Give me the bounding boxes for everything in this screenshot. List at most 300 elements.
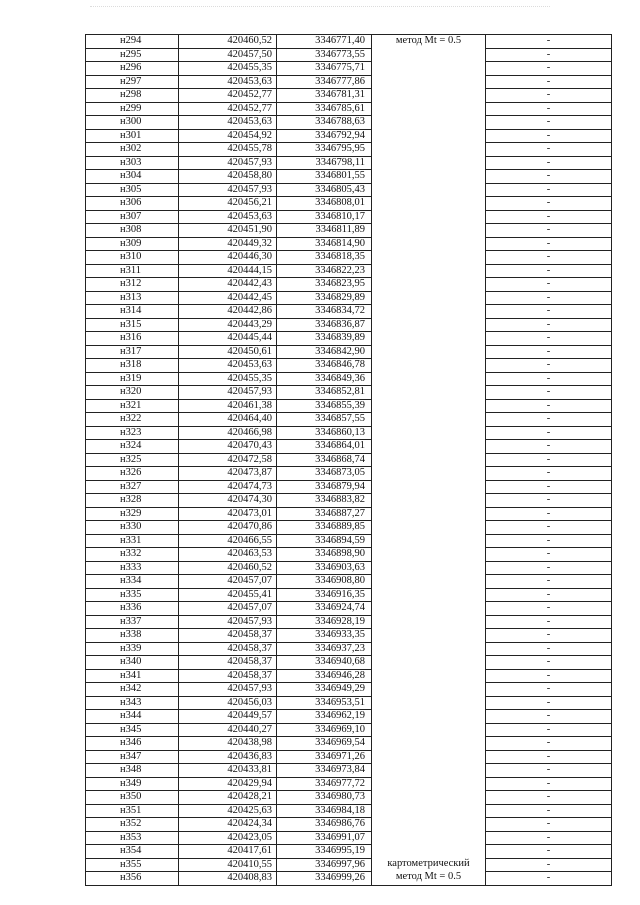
y-coordinate-cell: 3346908,80 [277, 575, 372, 589]
y-coordinate-cell: 3346953,51 [277, 696, 372, 710]
accuracy-cell: - [486, 35, 612, 49]
x-coordinate-cell: 420442,43 [179, 278, 277, 292]
table-row [86, 845, 612, 859]
x-coordinate-cell: 420463,53 [179, 548, 277, 562]
accuracy-cell: - [486, 602, 612, 616]
y-coordinate-cell: 3346868,74 [277, 453, 372, 467]
accuracy-cell: - [486, 858, 612, 872]
x-coordinate-cell: 420417,61 [179, 845, 277, 859]
table-row [86, 588, 612, 602]
x-coordinate-cell: 420460,52 [179, 35, 277, 49]
table-row [86, 521, 612, 535]
table-row [86, 696, 612, 710]
y-coordinate-cell: 3346777,86 [277, 75, 372, 89]
table-row [86, 116, 612, 130]
y-coordinate-cell: 3346980,73 [277, 791, 372, 805]
x-coordinate-cell: 420470,86 [179, 521, 277, 535]
table-row [86, 318, 612, 332]
y-coordinate-cell: 3346822,23 [277, 264, 372, 278]
accuracy-cell: - [486, 89, 612, 103]
table-row [86, 791, 612, 805]
x-coordinate-cell: 420451,90 [179, 224, 277, 238]
point-id-cell: н308 [86, 224, 179, 238]
y-coordinate-cell: 3346977,72 [277, 777, 372, 791]
table-row [86, 359, 612, 373]
point-id-cell: н309 [86, 237, 179, 251]
y-coordinate-cell: 3346805,43 [277, 183, 372, 197]
accuracy-cell: - [486, 278, 612, 292]
accuracy-cell: - [486, 372, 612, 386]
accuracy-cell: - [486, 710, 612, 724]
y-coordinate-cell: 3346849,36 [277, 372, 372, 386]
table-row [86, 440, 612, 454]
table-row [86, 507, 612, 521]
point-id-cell: н327 [86, 480, 179, 494]
y-coordinate-cell: 3346924,74 [277, 602, 372, 616]
point-id-cell: н353 [86, 831, 179, 845]
method-bottom-line2: метод Mt = 0.5 [395, 870, 462, 882]
x-coordinate-cell: 420458,37 [179, 629, 277, 643]
x-coordinate-cell: 420450,61 [179, 345, 277, 359]
accuracy-cell: - [486, 237, 612, 251]
accuracy-cell: - [486, 426, 612, 440]
accuracy-cell: - [486, 399, 612, 413]
x-coordinate-cell: 420410,55 [179, 858, 277, 872]
y-coordinate-cell: 3346889,85 [277, 521, 372, 535]
table-row [86, 426, 612, 440]
accuracy-cell: - [486, 75, 612, 89]
table-row [86, 737, 612, 751]
table-row [86, 183, 612, 197]
point-id-cell: н318 [86, 359, 179, 373]
accuracy-cell: - [486, 264, 612, 278]
x-coordinate-cell: 420460,52 [179, 561, 277, 575]
y-coordinate-cell: 3346883,82 [277, 494, 372, 508]
table-row [86, 143, 612, 157]
table-row [86, 561, 612, 575]
table-row [86, 345, 612, 359]
accuracy-cell: - [486, 143, 612, 157]
point-id-cell: н344 [86, 710, 179, 724]
accuracy-cell: - [486, 345, 612, 359]
point-id-cell: н326 [86, 467, 179, 481]
point-id-cell: н310 [86, 251, 179, 265]
table-row [86, 629, 612, 643]
accuracy-cell: - [486, 629, 612, 643]
x-coordinate-cell: 420425,63 [179, 804, 277, 818]
x-coordinate-cell: 420445,44 [179, 332, 277, 346]
point-id-cell: н300 [86, 116, 179, 130]
accuracy-cell: - [486, 102, 612, 116]
x-coordinate-cell: 420440,27 [179, 723, 277, 737]
x-coordinate-cell: 420428,21 [179, 791, 277, 805]
accuracy-cell: - [486, 588, 612, 602]
table-row [86, 372, 612, 386]
point-id-cell: н338 [86, 629, 179, 643]
table-row [86, 237, 612, 251]
table-row [86, 764, 612, 778]
y-coordinate-cell: 3346834,72 [277, 305, 372, 319]
table-row [86, 534, 612, 548]
y-coordinate-cell: 3346940,68 [277, 656, 372, 670]
point-id-cell: н307 [86, 210, 179, 224]
method-cell-bottom [372, 845, 486, 886]
accuracy-cell: - [486, 548, 612, 562]
table-row [86, 642, 612, 656]
accuracy-cell: - [486, 872, 612, 886]
accuracy-cell: - [486, 642, 612, 656]
x-coordinate-cell: 420458,37 [179, 669, 277, 683]
accuracy-cell: - [486, 156, 612, 170]
point-id-cell: н350 [86, 791, 179, 805]
table-row [86, 264, 612, 278]
y-coordinate-cell: 3346928,19 [277, 615, 372, 629]
accuracy-cell: - [486, 62, 612, 76]
accuracy-cell: - [486, 831, 612, 845]
accuracy-cell: - [486, 696, 612, 710]
point-id-cell: н329 [86, 507, 179, 521]
accuracy-cell: - [486, 224, 612, 238]
y-coordinate-cell: 3346798,11 [277, 156, 372, 170]
x-coordinate-cell: 420458,80 [179, 170, 277, 184]
accuracy-cell: - [486, 845, 612, 859]
y-coordinate-cell: 3346946,28 [277, 669, 372, 683]
x-coordinate-cell: 420473,87 [179, 467, 277, 481]
x-coordinate-cell: 420408,83 [179, 872, 277, 886]
point-id-cell: н311 [86, 264, 179, 278]
accuracy-cell: - [486, 318, 612, 332]
table-row [86, 602, 612, 616]
table-row [86, 777, 612, 791]
y-coordinate-cell: 3346860,13 [277, 426, 372, 440]
point-id-cell: н337 [86, 615, 179, 629]
x-coordinate-cell: 420456,03 [179, 696, 277, 710]
x-coordinate-cell: 420453,63 [179, 210, 277, 224]
table-row [86, 35, 612, 49]
x-coordinate-cell: 420456,21 [179, 197, 277, 211]
x-coordinate-cell: 420453,63 [179, 359, 277, 373]
x-coordinate-cell: 420423,05 [179, 831, 277, 845]
y-coordinate-cell: 3346810,17 [277, 210, 372, 224]
y-coordinate-cell: 3346999,26 [277, 872, 372, 886]
table-row [86, 615, 612, 629]
x-coordinate-cell: 420453,63 [179, 116, 277, 130]
table-row [86, 467, 612, 481]
y-coordinate-cell: 3346969,54 [277, 737, 372, 751]
table-row [86, 575, 612, 589]
point-id-cell: н325 [86, 453, 179, 467]
accuracy-cell: - [486, 656, 612, 670]
point-id-cell: н316 [86, 332, 179, 346]
accuracy-cell: - [486, 615, 612, 629]
point-id-cell: н312 [86, 278, 179, 292]
accuracy-cell: - [486, 777, 612, 791]
y-coordinate-cell: 3346781,31 [277, 89, 372, 103]
point-id-cell: н313 [86, 291, 179, 305]
y-coordinate-cell: 3346933,35 [277, 629, 372, 643]
y-coordinate-cell: 3346898,90 [277, 548, 372, 562]
x-coordinate-cell: 420455,41 [179, 588, 277, 602]
accuracy-cell: - [486, 669, 612, 683]
y-coordinate-cell: 3346836,87 [277, 318, 372, 332]
accuracy-cell: - [486, 507, 612, 521]
x-coordinate-cell: 420457,93 [179, 183, 277, 197]
x-coordinate-cell: 420449,32 [179, 237, 277, 251]
point-id-cell: н324 [86, 440, 179, 454]
table-row [86, 62, 612, 76]
table-row [86, 399, 612, 413]
y-coordinate-cell: 3346801,55 [277, 170, 372, 184]
y-coordinate-cell: 3346894,59 [277, 534, 372, 548]
y-coordinate-cell: 3346997,96 [277, 858, 372, 872]
table-row [86, 332, 612, 346]
table-row [86, 291, 612, 305]
accuracy-cell: - [486, 251, 612, 265]
point-id-cell: н296 [86, 62, 179, 76]
accuracy-cell: - [486, 804, 612, 818]
x-coordinate-cell: 420455,78 [179, 143, 277, 157]
x-coordinate-cell: 420452,77 [179, 102, 277, 116]
point-id-cell: н348 [86, 764, 179, 778]
accuracy-cell: - [486, 305, 612, 319]
y-coordinate-cell: 3346962,19 [277, 710, 372, 724]
point-id-cell: н305 [86, 183, 179, 197]
accuracy-cell: - [486, 764, 612, 778]
x-coordinate-cell: 420457,93 [179, 683, 277, 697]
x-coordinate-cell: 420464,40 [179, 413, 277, 427]
point-id-cell: н322 [86, 413, 179, 427]
point-id-cell: н297 [86, 75, 179, 89]
table-row [86, 170, 612, 184]
x-coordinate-cell: 420458,37 [179, 656, 277, 670]
point-id-cell: н306 [86, 197, 179, 211]
table-row [86, 102, 612, 116]
point-id-cell: н304 [86, 170, 179, 184]
x-coordinate-cell: 420457,93 [179, 615, 277, 629]
y-coordinate-cell: 3346973,84 [277, 764, 372, 778]
point-id-cell: н319 [86, 372, 179, 386]
point-id-cell: н328 [86, 494, 179, 508]
x-coordinate-cell: 420443,29 [179, 318, 277, 332]
point-id-cell: н356 [86, 872, 179, 886]
x-coordinate-cell: 420461,38 [179, 399, 277, 413]
y-coordinate-cell: 3346873,05 [277, 467, 372, 481]
y-coordinate-cell: 3346991,07 [277, 831, 372, 845]
accuracy-cell: - [486, 440, 612, 454]
point-id-cell: н317 [86, 345, 179, 359]
accuracy-cell: - [486, 197, 612, 211]
y-coordinate-cell: 3346842,90 [277, 345, 372, 359]
accuracy-cell: - [486, 561, 612, 575]
y-coordinate-cell: 3346971,26 [277, 750, 372, 764]
x-coordinate-cell: 420442,45 [179, 291, 277, 305]
y-coordinate-cell: 3346984,18 [277, 804, 372, 818]
y-coordinate-cell: 3346773,55 [277, 48, 372, 62]
y-coordinate-cell: 3346829,89 [277, 291, 372, 305]
point-id-cell: н294 [86, 35, 179, 49]
x-coordinate-cell: 420457,07 [179, 575, 277, 589]
y-coordinate-cell: 3346879,94 [277, 480, 372, 494]
point-id-cell: н330 [86, 521, 179, 535]
x-coordinate-cell: 420454,92 [179, 129, 277, 143]
accuracy-cell: - [486, 210, 612, 224]
point-id-cell: н298 [86, 89, 179, 103]
accuracy-cell: - [486, 575, 612, 589]
point-id-cell: н355 [86, 858, 179, 872]
point-id-cell: н334 [86, 575, 179, 589]
x-coordinate-cell: 420474,30 [179, 494, 277, 508]
y-coordinate-cell: 3346986,76 [277, 818, 372, 832]
point-id-cell: н351 [86, 804, 179, 818]
x-coordinate-cell: 420444,15 [179, 264, 277, 278]
point-id-cell: н321 [86, 399, 179, 413]
point-id-cell: н302 [86, 143, 179, 157]
x-coordinate-cell: 420455,35 [179, 62, 277, 76]
accuracy-cell: - [486, 480, 612, 494]
point-id-cell: н349 [86, 777, 179, 791]
y-coordinate-cell: 3346995,19 [277, 845, 372, 859]
accuracy-cell: - [486, 453, 612, 467]
table-row [86, 156, 612, 170]
table-row [86, 48, 612, 62]
table-row [86, 494, 612, 508]
point-id-cell: н352 [86, 818, 179, 832]
y-coordinate-cell: 3346839,89 [277, 332, 372, 346]
y-coordinate-cell: 3346771,40 [277, 35, 372, 49]
x-coordinate-cell: 420457,93 [179, 156, 277, 170]
table-row [86, 305, 612, 319]
y-coordinate-cell: 3346949,29 [277, 683, 372, 697]
accuracy-cell: - [486, 750, 612, 764]
y-coordinate-cell: 3346788,63 [277, 116, 372, 130]
table-row [86, 710, 612, 724]
y-coordinate-cell: 3346823,95 [277, 278, 372, 292]
table-row [86, 804, 612, 818]
point-id-cell: н299 [86, 102, 179, 116]
x-coordinate-cell: 420429,94 [179, 777, 277, 791]
x-coordinate-cell: 420449,57 [179, 710, 277, 724]
accuracy-cell: - [486, 467, 612, 481]
point-id-cell: н342 [86, 683, 179, 697]
table-row [86, 453, 612, 467]
point-id-cell: н331 [86, 534, 179, 548]
y-coordinate-cell: 3346864,01 [277, 440, 372, 454]
y-coordinate-cell: 3346846,78 [277, 359, 372, 373]
point-id-cell: н343 [86, 696, 179, 710]
y-coordinate-cell: 3346857,55 [277, 413, 372, 427]
table-row [86, 129, 612, 143]
table-row [86, 818, 612, 832]
y-coordinate-cell: 3346775,71 [277, 62, 372, 76]
y-coordinate-cell: 3346852,81 [277, 386, 372, 400]
point-id-cell: н339 [86, 642, 179, 656]
point-id-cell: н335 [86, 588, 179, 602]
x-coordinate-cell: 420457,50 [179, 48, 277, 62]
x-coordinate-cell: 420438,98 [179, 737, 277, 751]
point-id-cell: н346 [86, 737, 179, 751]
accuracy-cell: - [486, 521, 612, 535]
point-id-cell: н295 [86, 48, 179, 62]
table-row [86, 656, 612, 670]
x-coordinate-cell: 420466,98 [179, 426, 277, 440]
y-coordinate-cell: 3346795,95 [277, 143, 372, 157]
point-id-cell: н340 [86, 656, 179, 670]
accuracy-cell: - [486, 723, 612, 737]
table-row [86, 89, 612, 103]
y-coordinate-cell: 3346937,23 [277, 642, 372, 656]
accuracy-cell: - [486, 791, 612, 805]
table-row [86, 251, 612, 265]
table-row [86, 224, 612, 238]
table-row [86, 872, 612, 886]
point-id-cell: н320 [86, 386, 179, 400]
x-coordinate-cell: 420457,07 [179, 602, 277, 616]
y-coordinate-cell: 3346811,89 [277, 224, 372, 238]
accuracy-cell: - [486, 291, 612, 305]
x-coordinate-cell: 420457,93 [179, 386, 277, 400]
y-coordinate-cell: 3346969,10 [277, 723, 372, 737]
accuracy-cell: - [486, 683, 612, 697]
point-id-cell: н336 [86, 602, 179, 616]
x-coordinate-cell: 420474,73 [179, 480, 277, 494]
table-row [86, 480, 612, 494]
accuracy-cell: - [486, 818, 612, 832]
table-row [86, 413, 612, 427]
table-row [86, 278, 612, 292]
table-row [86, 750, 612, 764]
header-scan-marks [90, 6, 550, 13]
table-row [86, 683, 612, 697]
point-id-cell: н341 [86, 669, 179, 683]
y-coordinate-cell: 3346792,94 [277, 129, 372, 143]
x-coordinate-cell: 420436,83 [179, 750, 277, 764]
point-id-cell: н354 [86, 845, 179, 859]
method-bottom-line1: картометрический [387, 857, 470, 869]
x-coordinate-cell: 420453,63 [179, 75, 277, 89]
point-id-cell: н315 [86, 318, 179, 332]
table-row [86, 723, 612, 737]
x-coordinate-cell: 420452,77 [179, 89, 277, 103]
coordinates-table-body [86, 35, 612, 886]
point-id-cell: н314 [86, 305, 179, 319]
point-id-cell: н345 [86, 723, 179, 737]
table-row [86, 831, 612, 845]
x-coordinate-cell: 420442,86 [179, 305, 277, 319]
table-row [86, 75, 612, 89]
accuracy-cell: - [486, 183, 612, 197]
y-coordinate-cell: 3346916,35 [277, 588, 372, 602]
accuracy-cell: - [486, 413, 612, 427]
point-id-cell: н347 [86, 750, 179, 764]
point-id-cell: н323 [86, 426, 179, 440]
table-row [86, 669, 612, 683]
table-row [86, 548, 612, 562]
coordinates-table [85, 34, 612, 886]
y-coordinate-cell: 3346808,01 [277, 197, 372, 211]
accuracy-cell: - [486, 129, 612, 143]
x-coordinate-cell: 420470,43 [179, 440, 277, 454]
accuracy-cell: - [486, 170, 612, 184]
x-coordinate-cell: 420455,35 [179, 372, 277, 386]
table-row [86, 858, 612, 872]
point-id-cell: н303 [86, 156, 179, 170]
accuracy-cell: - [486, 534, 612, 548]
accuracy-cell: - [486, 737, 612, 751]
table-row [86, 197, 612, 211]
accuracy-cell: - [486, 494, 612, 508]
x-coordinate-cell: 420424,34 [179, 818, 277, 832]
accuracy-cell: - [486, 359, 612, 373]
